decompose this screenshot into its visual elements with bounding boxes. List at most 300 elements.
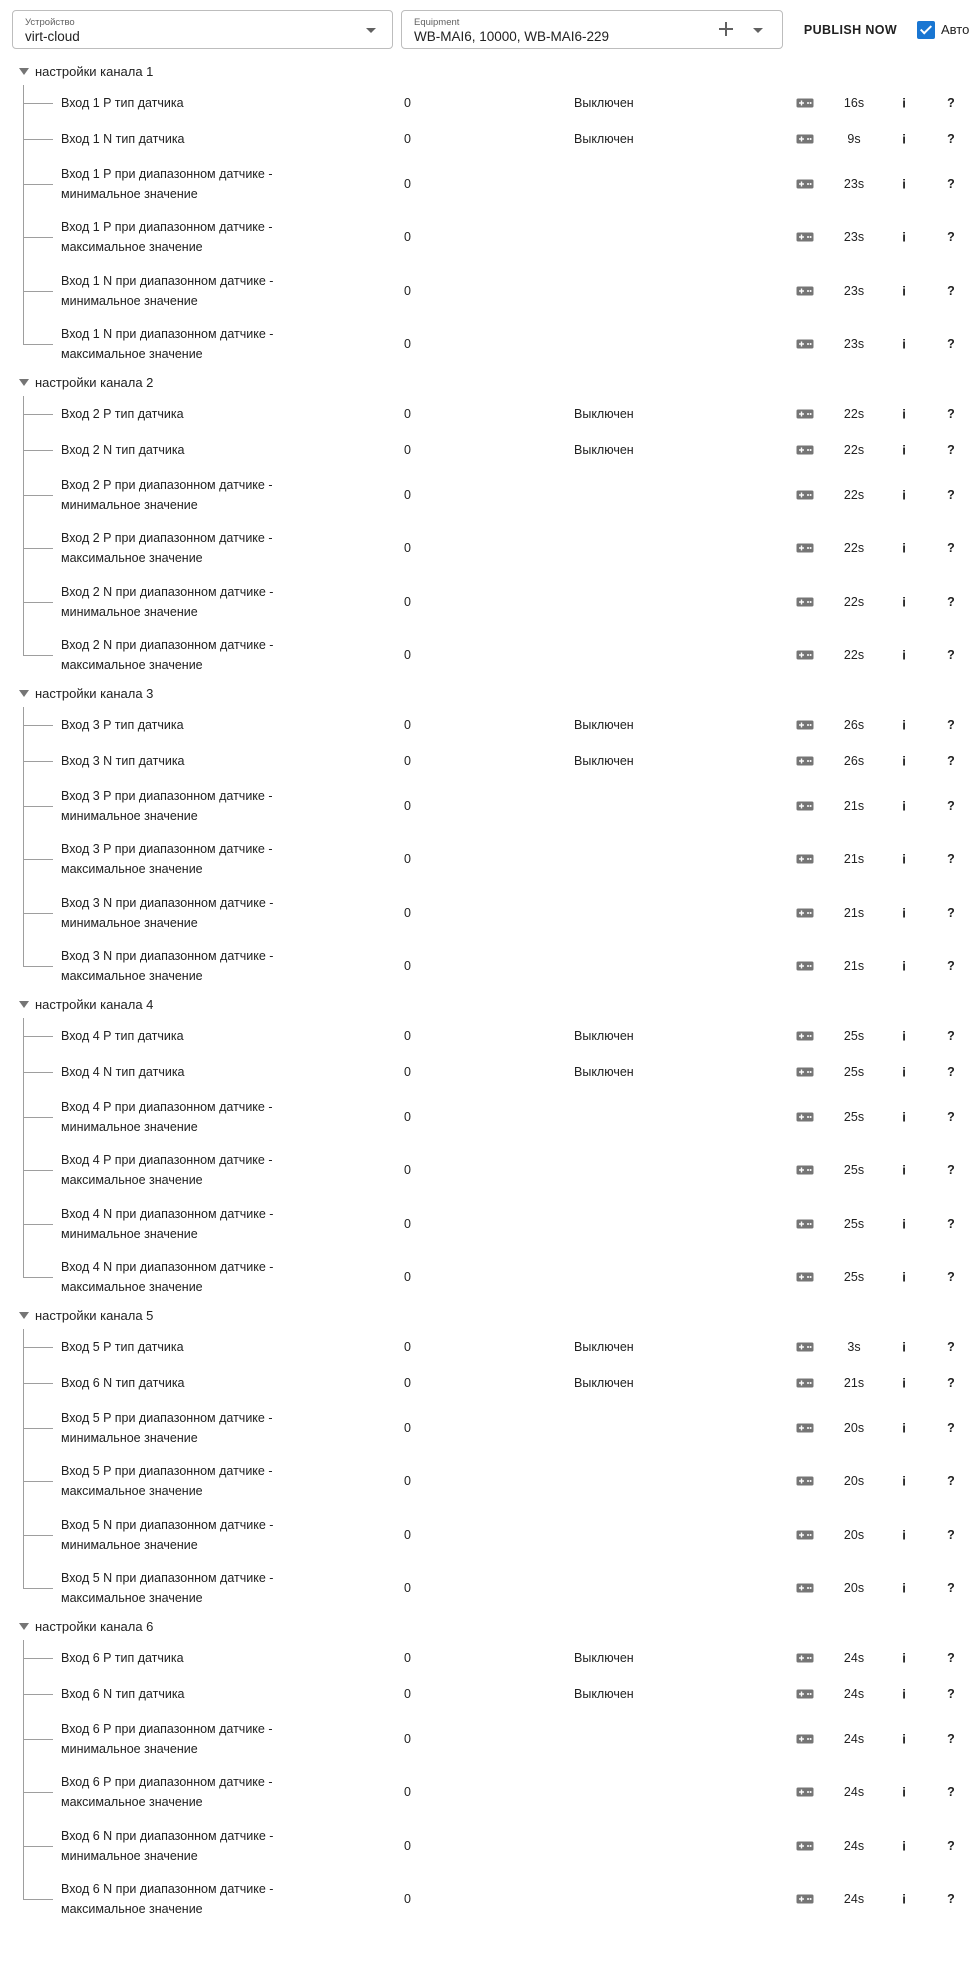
setting-row (0, 940, 977, 994)
tree-branch-line (23, 103, 53, 104)
setting-row (0, 1197, 977, 1251)
help-icon[interactable]: ? (947, 1527, 955, 1542)
update-age: 22s (843, 648, 865, 663)
tree-branch-line (23, 966, 53, 967)
publish-now-button[interactable]: PUBLISH NOW (803, 23, 898, 37)
tree-branch-line (23, 1347, 53, 1348)
toolbar (0, 0, 977, 60)
info-icon[interactable]: i (902, 594, 906, 610)
setting-row (0, 1819, 977, 1873)
collapse-triangle-icon[interactable] (19, 68, 29, 75)
setting-row (0, 1508, 977, 1562)
group-title: настройки канала 3 (35, 686, 154, 701)
help-icon[interactable]: ? (947, 648, 955, 663)
info-icon[interactable]: i (902, 1891, 906, 1907)
tree-branch-line (23, 806, 53, 807)
setting-status: Выключен (574, 718, 634, 732)
tree-branch-line (23, 1481, 53, 1482)
info-icon[interactable]: i (902, 1473, 906, 1489)
help-icon[interactable]: ? (947, 905, 955, 920)
update-age: 25s (843, 1216, 865, 1231)
help-icon[interactable]: ? (947, 1785, 955, 1800)
group-title: настройки канала 2 (35, 375, 154, 390)
gamepad-icon[interactable] (796, 98, 814, 108)
help-icon[interactable]: ? (947, 1651, 955, 1665)
help-icon[interactable]: ? (947, 798, 955, 813)
tree-branch-line (23, 450, 53, 451)
info-icon[interactable]: i (902, 487, 906, 503)
info-icon[interactable]: i (902, 753, 906, 769)
info-icon[interactable]: i (902, 1269, 906, 1285)
help-icon[interactable]: ? (947, 959, 955, 974)
help-icon[interactable]: ? (947, 96, 955, 110)
update-age: 21s (843, 852, 865, 867)
setting-value[interactable]: 0 (404, 176, 411, 191)
settings-tree (0, 60, 977, 1926)
setting-label: Вход 1 P тип датчика (61, 96, 184, 110)
update-age: 24s (843, 1731, 865, 1746)
setting-value[interactable]: 0 (404, 1838, 411, 1853)
setting-row (0, 743, 977, 779)
group-title: настройки канала 6 (35, 1619, 154, 1634)
setting-value[interactable]: 0 (404, 718, 411, 732)
setting-value[interactable]: 0 (404, 487, 411, 502)
tree-branch-line (23, 1383, 53, 1384)
collapse-triangle-icon[interactable] (19, 1623, 29, 1630)
tree-line (23, 1251, 24, 1278)
info-icon[interactable]: i (902, 406, 906, 422)
setting-value[interactable]: 0 (404, 1109, 411, 1124)
chevron-down-icon[interactable] (753, 28, 763, 33)
gamepad-icon[interactable] (796, 1219, 814, 1229)
group-header[interactable] (0, 682, 977, 707)
info-icon[interactable]: i (902, 1731, 906, 1747)
info-icon[interactable]: i (902, 958, 906, 974)
gamepad-icon[interactable] (796, 961, 814, 971)
tree-branch-line (23, 139, 53, 140)
info-icon[interactable]: i (902, 1420, 906, 1436)
setting-row (0, 1090, 977, 1144)
help-icon[interactable]: ? (947, 1029, 955, 1043)
setting-row (0, 1640, 977, 1676)
setting-label: Вход 2 P тип датчика (61, 407, 184, 421)
setting-value[interactable]: 0 (404, 754, 411, 768)
tree-branch-line (23, 1899, 53, 1900)
gamepad-icon[interactable] (796, 1583, 814, 1593)
update-age: 23s (843, 230, 865, 245)
tree-branch-line (23, 1739, 53, 1740)
update-age: 21s (843, 798, 865, 813)
setting-value[interactable]: 0 (404, 1163, 411, 1178)
setting-value[interactable]: 0 (404, 407, 411, 421)
setting-row (0, 468, 977, 522)
gamepad-icon[interactable] (796, 543, 814, 553)
gamepad-icon[interactable] (796, 597, 814, 607)
setting-label: Вход 4 P тип датчика (61, 1029, 184, 1043)
setting-value[interactable]: 0 (404, 648, 411, 663)
gamepad-icon[interactable] (796, 179, 814, 189)
setting-label: Вход 6 P при диапазонном датчике - максимальное значение (61, 1775, 273, 1810)
tree-branch-line (23, 761, 53, 762)
help-icon[interactable]: ? (947, 1420, 955, 1435)
device-select-label: Устройство (25, 17, 75, 28)
help-icon[interactable]: ? (947, 1838, 955, 1853)
setting-label: Вход 1 N при диапазонном датчике - минимальное значение (61, 273, 274, 308)
setting-value[interactable]: 0 (404, 1029, 411, 1043)
tree-branch-line (23, 414, 53, 415)
settings-group (0, 60, 977, 371)
gamepad-icon[interactable] (796, 720, 814, 730)
group-header[interactable] (0, 1615, 977, 1640)
setting-value[interactable]: 0 (404, 1420, 411, 1435)
setting-status: Выключен (574, 443, 634, 457)
collapse-triangle-icon[interactable] (19, 1001, 29, 1008)
info-icon[interactable]: i (902, 1028, 906, 1044)
gamepad-icon[interactable] (796, 1272, 814, 1282)
help-icon[interactable]: ? (947, 443, 955, 457)
chevron-down-icon[interactable] (366, 28, 376, 33)
gamepad-icon[interactable] (796, 1342, 814, 1352)
setting-row (0, 1766, 977, 1820)
setting-row (0, 1873, 977, 1927)
gamepad-icon[interactable] (796, 134, 814, 144)
setting-value[interactable]: 0 (404, 1892, 411, 1907)
setting-value[interactable]: 0 (404, 541, 411, 556)
collapse-triangle-icon[interactable] (19, 1312, 29, 1319)
help-icon[interactable]: ? (947, 1474, 955, 1489)
group-title: настройки канала 5 (35, 1308, 154, 1323)
tree-branch-line (23, 1277, 53, 1278)
update-age: 25s (843, 1109, 865, 1124)
help-icon[interactable]: ? (947, 132, 955, 146)
setting-value[interactable]: 0 (404, 1376, 411, 1390)
setting-row (0, 157, 977, 211)
settings-group (0, 682, 977, 993)
info-icon[interactable]: i (902, 905, 906, 921)
group-header[interactable] (0, 60, 977, 85)
help-icon[interactable]: ? (947, 1581, 955, 1596)
setting-label: Вход 1 P при диапазонном датчике - максимальное значение (61, 220, 273, 255)
gamepad-icon[interactable] (796, 1423, 814, 1433)
tree-line (23, 1562, 24, 1589)
gamepad-icon[interactable] (796, 1031, 814, 1041)
info-icon[interactable]: i (902, 1580, 906, 1596)
setting-row (0, 779, 977, 833)
setting-label: Вход 6 N при диапазонном датчике - максимальное значение (61, 1882, 274, 1917)
help-icon[interactable]: ? (947, 407, 955, 421)
tree-branch-line (23, 291, 53, 292)
tree-branch-line (23, 1658, 53, 1659)
settings-group (0, 1304, 977, 1615)
tree-branch-line (23, 237, 53, 238)
setting-label: Вход 6 N тип датчика (61, 1687, 185, 1701)
info-icon[interactable]: i (902, 1216, 906, 1232)
info-icon[interactable]: i (902, 1527, 906, 1543)
settings-group (0, 993, 977, 1304)
setting-value[interactable]: 0 (404, 1216, 411, 1231)
tree-branch-line (23, 1170, 53, 1171)
tree-line (23, 1873, 24, 1900)
gamepad-icon[interactable] (796, 490, 814, 500)
setting-row (0, 1018, 977, 1054)
gamepad-icon[interactable] (796, 232, 814, 242)
setting-value[interactable]: 0 (404, 1340, 411, 1354)
setting-value[interactable]: 0 (404, 1474, 411, 1489)
setting-value[interactable]: 0 (404, 443, 411, 457)
setting-label: Вход 2 N при диапазонном датчике - максимальное значение (61, 638, 274, 673)
info-icon[interactable]: i (902, 717, 906, 733)
tree-branch-line (23, 913, 53, 914)
setting-row (0, 707, 977, 743)
setting-value[interactable]: 0 (404, 594, 411, 609)
help-icon[interactable]: ? (947, 1216, 955, 1231)
setting-label: Вход 1 P при диапазонном датчике - минимальное значение (61, 166, 273, 201)
group-header[interactable] (0, 371, 977, 396)
tree-branch-line (23, 548, 53, 549)
gamepad-icon[interactable] (796, 1653, 814, 1663)
setting-label: Вход 2 P при диапазонном датчике - максимальное значение (61, 531, 273, 566)
settings-group (0, 371, 977, 682)
setting-value[interactable]: 0 (404, 230, 411, 245)
tree-branch-line (23, 1072, 53, 1073)
setting-label: Вход 5 N при диапазонном датчике - минимальное значение (61, 1517, 274, 1552)
setting-label: Вход 5 P при диапазонном датчике - минимальное значение (61, 1410, 273, 1445)
setting-row (0, 1401, 977, 1455)
equipment-select-label: Equipment (414, 17, 460, 28)
info-icon[interactable]: i (902, 1064, 906, 1080)
gamepad-icon[interactable] (796, 650, 814, 660)
info-icon[interactable]: i (902, 176, 906, 192)
info-icon[interactable]: i (902, 1339, 906, 1355)
setting-row (0, 629, 977, 683)
update-age: 20s (843, 1581, 865, 1596)
gamepad-icon[interactable] (796, 339, 814, 349)
gamepad-icon[interactable] (796, 1165, 814, 1175)
info-icon[interactable]: i (902, 229, 906, 245)
setting-row (0, 1144, 977, 1198)
help-icon[interactable]: ? (947, 337, 955, 352)
gamepad-icon[interactable] (796, 1476, 814, 1486)
info-icon[interactable]: i (902, 131, 906, 147)
setting-label: Вход 3 N при диапазонном датчике - максимальное значение (61, 949, 274, 984)
setting-status: Выключен (574, 407, 634, 421)
help-icon[interactable]: ? (947, 1340, 955, 1354)
info-icon[interactable]: i (902, 1686, 906, 1702)
setting-row (0, 264, 977, 318)
gamepad-icon[interactable] (796, 1530, 814, 1540)
update-age: 20s (843, 1420, 865, 1435)
setting-value[interactable]: 0 (404, 1731, 411, 1746)
info-icon[interactable]: i (902, 647, 906, 663)
update-age: 22s (843, 407, 865, 421)
tree-branch-line (23, 1694, 53, 1695)
gamepad-icon[interactable] (796, 409, 814, 419)
tree-branch-line (23, 1535, 53, 1536)
info-icon[interactable]: i (902, 1784, 906, 1800)
setting-label: Вход 5 P тип датчика (61, 1340, 184, 1354)
setting-label: Вход 3 N при диапазонном датчике - минимальное значение (61, 895, 274, 930)
setting-value[interactable]: 0 (404, 1581, 411, 1596)
update-age: 22s (843, 443, 865, 457)
update-age: 25s (843, 1065, 865, 1079)
setting-status: Выключен (574, 132, 634, 146)
help-icon[interactable]: ? (947, 718, 955, 732)
setting-status: Выключен (574, 1029, 634, 1043)
help-icon[interactable]: ? (947, 283, 955, 298)
update-age: 25s (843, 1163, 865, 1178)
help-icon[interactable]: ? (947, 852, 955, 867)
setting-row (0, 1365, 977, 1401)
setting-value[interactable]: 0 (404, 1687, 411, 1701)
setting-label: Вход 4 N при диапазонном датчике - минимальное значение (61, 1206, 274, 1241)
help-icon[interactable]: ? (947, 176, 955, 191)
help-icon[interactable]: ? (947, 487, 955, 502)
info-icon[interactable]: i (902, 1375, 906, 1391)
setting-row (0, 1054, 977, 1090)
setting-label: Вход 1 N при диапазонном датчике - максимальное значение (61, 327, 274, 362)
help-icon[interactable]: ? (947, 1376, 955, 1390)
update-age: 20s (843, 1474, 865, 1489)
update-age: 21s (843, 1376, 865, 1390)
setting-label: Вход 3 N тип датчика (61, 754, 185, 768)
update-age: 24s (843, 1651, 865, 1665)
help-icon[interactable]: ? (947, 1109, 955, 1124)
info-icon[interactable]: i (902, 851, 906, 867)
gamepad-icon[interactable] (796, 1894, 814, 1904)
setting-row (0, 1562, 977, 1616)
update-age: 26s (843, 754, 865, 768)
gamepad-icon[interactable] (796, 1787, 814, 1797)
help-icon[interactable]: ? (947, 594, 955, 609)
tree-line (23, 940, 24, 967)
auto-checkbox[interactable] (917, 21, 935, 39)
gamepad-icon[interactable] (796, 756, 814, 766)
collapse-triangle-icon[interactable] (19, 379, 29, 386)
update-age: 23s (843, 337, 865, 352)
gamepad-icon[interactable] (796, 908, 814, 918)
setting-value[interactable]: 0 (404, 852, 411, 867)
help-icon[interactable]: ? (947, 1731, 955, 1746)
group-header[interactable] (0, 1304, 977, 1329)
setting-label: Вход 5 P при диапазонном датчике - максимальное значение (61, 1464, 273, 1499)
info-icon[interactable]: i (902, 1838, 906, 1854)
setting-value[interactable]: 0 (404, 1527, 411, 1542)
setting-status: Выключен (574, 1065, 634, 1079)
info-icon[interactable]: i (902, 540, 906, 556)
gamepad-icon[interactable] (796, 1378, 814, 1388)
tree-branch-line (23, 1117, 53, 1118)
help-icon[interactable]: ? (947, 1892, 955, 1907)
tree-branch-line (23, 859, 53, 860)
help-icon[interactable]: ? (947, 230, 955, 245)
setting-status: Выключен (574, 754, 634, 768)
update-age: 9s (847, 132, 861, 146)
gamepad-icon[interactable] (796, 1734, 814, 1744)
add-icon[interactable] (718, 21, 734, 37)
help-icon[interactable]: ? (947, 1687, 955, 1701)
help-icon[interactable]: ? (947, 1270, 955, 1285)
setting-row (0, 833, 977, 887)
update-age: 16s (843, 96, 865, 110)
gamepad-icon[interactable] (796, 286, 814, 296)
setting-value[interactable]: 0 (404, 132, 411, 146)
update-age: 22s (843, 594, 865, 609)
help-icon[interactable]: ? (947, 541, 955, 556)
gamepad-icon[interactable] (796, 1689, 814, 1699)
setting-row (0, 211, 977, 265)
info-icon[interactable]: i (902, 1109, 906, 1125)
gamepad-icon[interactable] (796, 1112, 814, 1122)
setting-row (0, 121, 977, 157)
info-icon[interactable]: i (902, 1162, 906, 1178)
tree-branch-line (23, 184, 53, 185)
setting-row (0, 1676, 977, 1712)
gamepad-icon[interactable] (796, 854, 814, 864)
gamepad-icon[interactable] (796, 445, 814, 455)
help-icon[interactable]: ? (947, 754, 955, 768)
setting-value[interactable]: 0 (404, 1270, 411, 1285)
setting-row (0, 886, 977, 940)
update-age: 24s (843, 1892, 865, 1907)
setting-row (0, 575, 977, 629)
setting-value[interactable]: 0 (404, 1651, 411, 1665)
help-icon[interactable]: ? (947, 1163, 955, 1178)
update-age: 22s (843, 541, 865, 556)
info-icon[interactable]: i (902, 1650, 906, 1666)
setting-value[interactable]: 0 (404, 96, 411, 110)
help-icon[interactable]: ? (947, 1065, 955, 1079)
setting-status: Выключен (574, 96, 634, 110)
setting-row (0, 432, 977, 468)
update-age: 23s (843, 176, 865, 191)
setting-value[interactable]: 0 (404, 337, 411, 352)
info-icon[interactable]: i (902, 95, 906, 111)
setting-label: Вход 3 P при диапазонном датчике - минимальное значение (61, 788, 273, 823)
setting-value[interactable]: 0 (404, 1065, 411, 1079)
setting-value[interactable]: 0 (404, 1785, 411, 1800)
setting-label: Вход 3 P тип датчика (61, 718, 184, 732)
equipment-select[interactable] (401, 10, 783, 49)
tree-branch-line (23, 1792, 53, 1793)
setting-label: Вход 4 P при диапазонном датчике - максимальное значение (61, 1153, 273, 1188)
info-icon[interactable]: i (902, 442, 906, 458)
update-age: 3s (847, 1340, 861, 1354)
info-icon[interactable]: i (902, 283, 906, 299)
update-age: 23s (843, 283, 865, 298)
group-header[interactable] (0, 993, 977, 1018)
gamepad-icon[interactable] (796, 1841, 814, 1851)
info-icon[interactable]: i (902, 798, 906, 814)
gamepad-icon[interactable] (796, 1067, 814, 1077)
update-age: 21s (843, 959, 865, 974)
tree-branch-line (23, 1224, 53, 1225)
setting-row (0, 396, 977, 432)
settings-group (0, 1615, 977, 1926)
setting-value[interactable]: 0 (404, 798, 411, 813)
setting-value[interactable]: 0 (404, 283, 411, 298)
setting-label: Вход 4 N тип датчика (61, 1065, 185, 1079)
group-title: настройки канала 1 (35, 64, 154, 79)
collapse-triangle-icon[interactable] (19, 690, 29, 697)
update-age: 22s (843, 487, 865, 502)
gamepad-icon[interactable] (796, 801, 814, 811)
setting-label: Вход 6 N при диапазонном датчике - минимальное значение (61, 1828, 274, 1863)
info-icon[interactable]: i (902, 336, 906, 352)
setting-value[interactable]: 0 (404, 959, 411, 974)
tree-branch-line (23, 602, 53, 603)
device-select[interactable] (12, 10, 393, 49)
setting-value[interactable]: 0 (404, 905, 411, 920)
